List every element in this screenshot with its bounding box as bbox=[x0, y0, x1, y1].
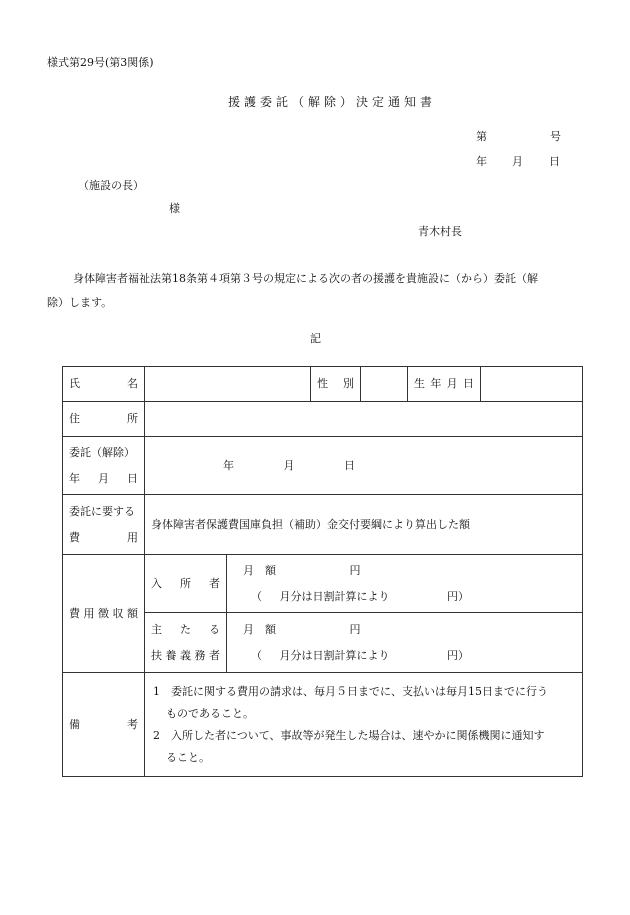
guardian-label-line-1: 主たる bbox=[151, 622, 220, 636]
collection-label: 費用徴収額 bbox=[69, 606, 138, 620]
birth-label: 生年月日 bbox=[414, 377, 474, 390]
recipient-title: （施設の長） bbox=[78, 179, 144, 192]
recipient-honorific: 様 bbox=[169, 202, 180, 215]
cost-label-cell bbox=[63, 495, 145, 555]
remark-1-line-2: ものであること。 bbox=[166, 706, 254, 720]
name-label: 氏 名 bbox=[69, 377, 138, 390]
address-label-cell bbox=[63, 402, 145, 437]
remark-2-line-2: ること。 bbox=[166, 750, 210, 764]
issuer-name: 青木村長 bbox=[418, 225, 462, 238]
sex-label: 性 別 bbox=[317, 377, 354, 390]
date-month: 月 bbox=[512, 155, 523, 168]
entrust-year: 年 bbox=[223, 458, 234, 472]
guardian-label-line-2: 扶養義務者 bbox=[151, 648, 220, 662]
cost-label-line-1: 委託に要する bbox=[69, 504, 135, 518]
remarks-value-cell bbox=[145, 673, 583, 777]
resident-amount-cell[interactable] bbox=[227, 555, 583, 613]
entrust-month: 月 bbox=[283, 458, 295, 472]
entrust-date-value-cell[interactable] bbox=[145, 437, 583, 495]
birth-label-cell bbox=[408, 367, 481, 402]
guardian-label-cell bbox=[145, 613, 227, 673]
cost-text: 身体障害者保護費国庫負担（補助）金交付要綱により算出した額 bbox=[151, 517, 470, 531]
entrust-day: 日 bbox=[344, 458, 355, 472]
remark-1-line-1: 1 委託に関する費用の請求は、毎月５日までに、支払いは毎月15日までに行う bbox=[153, 684, 548, 698]
resident-daily-open: （ bbox=[251, 589, 262, 603]
guardian-daily-close: 円） bbox=[447, 648, 469, 662]
remark-2-line-1: 2 入所した者について、事故等が発生した場合は、速やかに関係機関に通知す bbox=[153, 728, 545, 742]
date-day: 日 bbox=[549, 155, 560, 168]
body-text-line-2: 除）します。 bbox=[47, 296, 113, 309]
document-title: 援護委託（解除）決定通知書 bbox=[228, 95, 437, 109]
birth-value-cell[interactable] bbox=[481, 367, 583, 402]
address-label: 住 所 bbox=[69, 412, 138, 425]
resident-daily-text: 月分は日割計算により bbox=[279, 589, 390, 603]
cost-label-line-2: 費 用 bbox=[69, 530, 138, 544]
resident-label-cell bbox=[145, 555, 227, 613]
body-text-line-1: 身体障害者福祉法第18条第４項第３号の規定による次の者の援護を貴施設に（から）委託（解 bbox=[73, 272, 538, 285]
remarks-label-cell bbox=[63, 673, 145, 777]
resident-yen: 円 bbox=[349, 563, 361, 577]
guardian-monthly-label: 月 額 bbox=[243, 622, 276, 636]
resident-label: 入所者 bbox=[151, 576, 220, 590]
date-year: 年 bbox=[476, 155, 487, 168]
doc-number-go: 号 bbox=[550, 130, 561, 143]
notice-table bbox=[62, 366, 583, 777]
address-value-cell[interactable] bbox=[145, 402, 583, 437]
name-value-cell[interactable] bbox=[145, 367, 311, 402]
doc-number-dai: 第 bbox=[476, 130, 487, 143]
form-number: 様式第29号(第3関係) bbox=[47, 56, 154, 69]
resident-daily-close: 円） bbox=[447, 589, 469, 603]
ki-marker: 記 bbox=[310, 332, 321, 345]
guardian-daily-open: （ bbox=[251, 648, 262, 662]
name-label-cell bbox=[63, 367, 145, 402]
remarks-label: 備 考 bbox=[69, 717, 138, 731]
entrust-date-label-cell bbox=[63, 437, 145, 495]
sex-label-cell bbox=[311, 367, 361, 402]
guardian-amount-cell[interactable] bbox=[227, 613, 583, 673]
resident-monthly-label: 月 額 bbox=[243, 563, 276, 577]
collection-label-cell bbox=[63, 555, 145, 673]
guardian-yen: 円 bbox=[349, 622, 361, 636]
guardian-daily-text: 月分は日割計算により bbox=[279, 648, 390, 662]
entrust-label-line-1: 委託（解除） bbox=[69, 445, 135, 459]
cost-value-cell bbox=[145, 495, 583, 555]
sex-value-cell[interactable] bbox=[361, 367, 408, 402]
entrust-label-line-2: 年 月 日 bbox=[69, 471, 138, 485]
